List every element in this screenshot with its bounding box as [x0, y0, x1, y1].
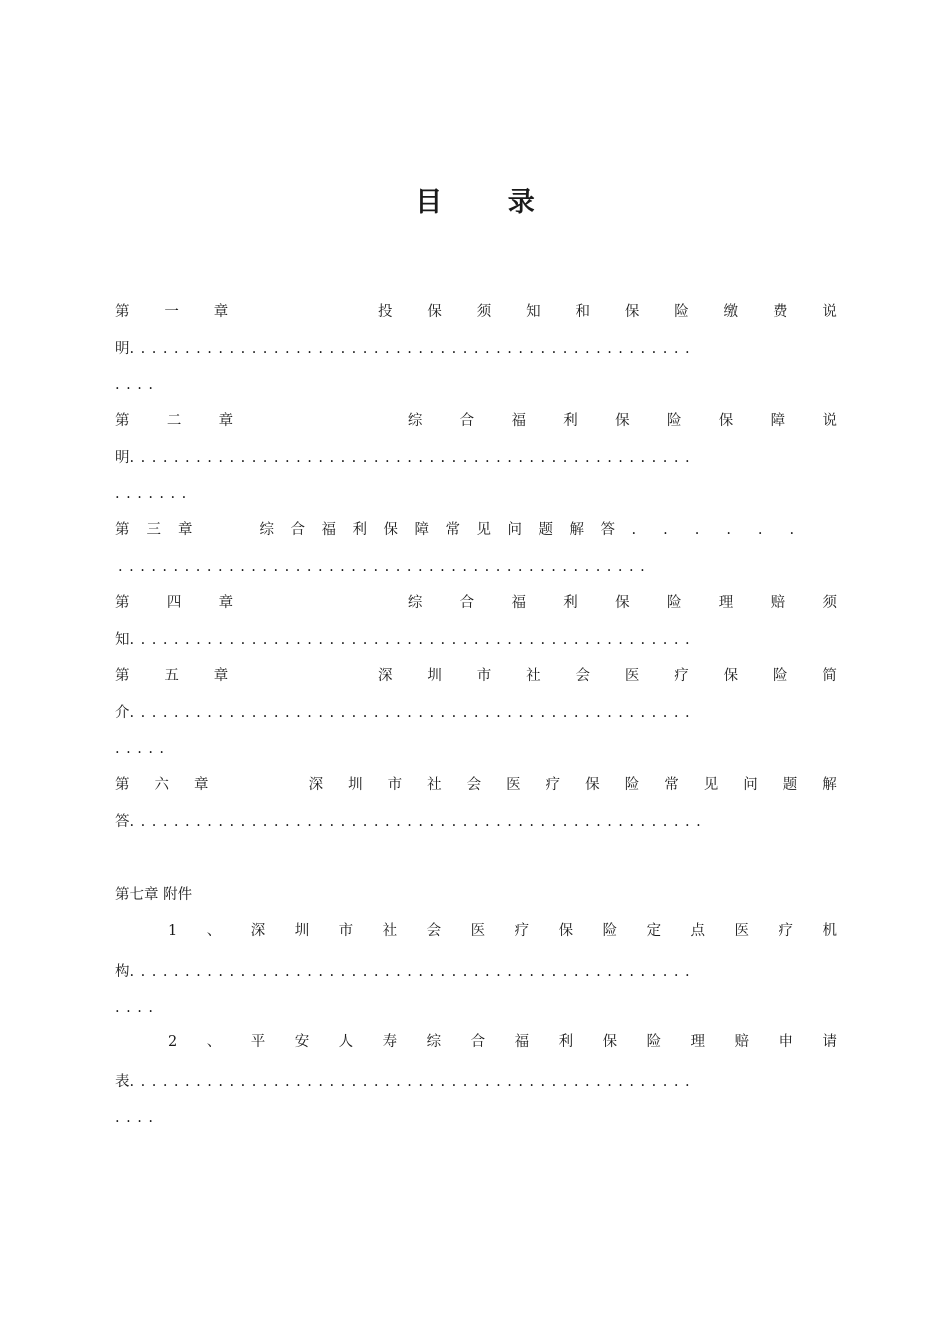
chapter-head: 第三章: [115, 522, 210, 538]
appendix-title-char: 安: [294, 1034, 310, 1050]
appendix-title-char: 险: [646, 1034, 662, 1050]
chapter-title-char: 见: [703, 777, 719, 793]
chapter-title-char: 深: [378, 668, 393, 684]
chapter-head-char: 六: [154, 777, 170, 793]
chapter-title-char: 会: [466, 777, 482, 793]
chapter-title-char: 市: [476, 668, 492, 684]
chapter-head-char: 二: [166, 413, 182, 429]
chapter-head-char: 章: [218, 595, 234, 611]
chapter-title-char: 险: [666, 595, 682, 611]
chapter-title-char: 医: [506, 777, 521, 793]
appendix-title-char: 圳: [294, 923, 310, 939]
chapter-head-char: 四: [166, 595, 182, 611]
chapter-title-char: 保: [624, 304, 640, 320]
appendix-title-char: 人: [338, 1034, 354, 1050]
chapter-title-char: 和: [575, 304, 590, 320]
appendix-title-char: 福: [514, 1034, 530, 1050]
chapter-title-char: 问: [743, 777, 758, 793]
appendix-title-char: 疗: [778, 923, 794, 939]
chapter-title-char: 保: [585, 777, 600, 793]
toc-entry-4-line1[interactable]: [115, 591, 837, 615]
toc-entry-1-line2: 明...................................................: [115, 341, 697, 357]
appendix-heading: 第七章 附件: [115, 887, 193, 903]
toc-entry-1-line3: ....: [115, 377, 160, 393]
chapter-title-char: 合: [459, 595, 475, 611]
appendix-item-2-line3: ....: [115, 1110, 160, 1126]
chapter-title-char: 利: [563, 413, 578, 429]
chapter-title-char: 常: [664, 777, 679, 793]
toc-entry-3-line1[interactable]: 第三章 综合福利保障常见问题解答......: [115, 522, 822, 538]
chapter-title-char: 知: [526, 304, 541, 320]
chapter-title-char: 保: [615, 413, 630, 429]
chapter-title-char: 障: [770, 413, 786, 429]
toc-entry-5-line2: 介...................................................: [115, 705, 697, 721]
chapter-head-char: 章: [218, 413, 234, 429]
toc-entry-5-line3: .....: [115, 741, 171, 757]
chapter-head-char: 章: [213, 668, 229, 684]
chapter-head-char: 章: [194, 777, 209, 793]
appendix-title-char: 会: [426, 923, 442, 939]
chapter-title-char: 综: [407, 595, 423, 611]
appendix-title-char: 保: [558, 923, 574, 939]
chapter-title-char: 题: [782, 777, 798, 793]
appendix-title-char: 合: [470, 1034, 486, 1050]
chapter-head-char: 第: [115, 413, 130, 429]
appendix-item-2-line1[interactable]: 2 、 平 安 人 寿 综 合 福 利 保 险 理 赔 申 请: [168, 1030, 837, 1054]
toc-entry-2-line3: .......: [115, 486, 193, 502]
chapter-title-char: 社: [427, 777, 442, 793]
chapter-title-char: 疗: [674, 668, 689, 684]
appendix-title-char: 定: [646, 923, 662, 939]
chapter-title-char: 利: [563, 595, 578, 611]
chapter-title-char: 圳: [348, 777, 363, 793]
chapter-title-char: 综: [407, 413, 423, 429]
chapter-title-char: 险: [624, 777, 640, 793]
appendix-title-char: 点: [690, 923, 706, 939]
chapter-title-char: 福: [511, 413, 526, 429]
appendix-title-char: 险: [602, 923, 618, 939]
toc-entry-6-line2: 答....................................................: [115, 814, 708, 830]
chapter-title-char: 缴: [723, 304, 739, 320]
appendix-title-char: 深: [250, 923, 266, 939]
chapter-head-char: 第: [115, 777, 130, 793]
chapter-head-char: 五: [164, 668, 179, 684]
chapter-title-char: 保: [718, 413, 734, 429]
appendix-title-char: 理: [690, 1034, 706, 1050]
toc-entry-3-line2: ................................................: [118, 559, 652, 575]
chapter-title-char: 简: [822, 668, 837, 684]
chapter-title-char: 说: [822, 413, 837, 429]
chapter-head-char: 第: [115, 668, 130, 684]
chapter-title-char: 须: [822, 595, 837, 611]
toc-entry-4-line2: 知...................................................: [115, 632, 697, 648]
chapter-title-char: 保: [615, 595, 630, 611]
appendix-item-1-line3: ....: [115, 1000, 160, 1016]
appendix-title-char: 平: [250, 1034, 266, 1050]
appendix-title-char: 利: [558, 1034, 574, 1050]
appendix-title-char: 社: [382, 923, 398, 939]
appendix-title-char: 医: [734, 923, 750, 939]
chapter-title-char: 福: [511, 595, 526, 611]
chapter-title-char: 投: [378, 304, 393, 320]
appendix-title-char: 疗: [514, 923, 530, 939]
chapter-title-char: 须: [476, 304, 492, 320]
chapter-head-char: 一: [164, 304, 179, 320]
appendix-title-char: 请: [822, 1034, 837, 1050]
toc-entry-2-line2: 明...................................................: [115, 450, 697, 466]
chapter-title-char: 合: [459, 413, 475, 429]
appendix-title-char: 赔: [734, 1034, 750, 1050]
appendix-title-char: 申: [778, 1034, 794, 1050]
appendix-title-char: 医: [470, 923, 486, 939]
chapter-title-char: 社: [526, 668, 541, 684]
chapter-title-char: 解: [822, 777, 837, 793]
chapter-title-char: 险: [773, 668, 788, 684]
chapter-title-char: 疗: [545, 777, 561, 793]
chapter-title-char: 说: [822, 304, 837, 320]
toc-entry-6-line1[interactable]: [115, 773, 837, 797]
chapter-title-char: 费: [773, 304, 788, 320]
appendix-title-char: 机: [822, 923, 837, 939]
chapter-title-char: 市: [387, 777, 403, 793]
chapter-head-char: 第: [115, 595, 130, 611]
chapter-title-char: 医: [624, 668, 640, 684]
toc-entry-1-line1[interactable]: [115, 300, 837, 324]
appendix-title-char: 寿: [382, 1034, 398, 1050]
appendix-title-char: 保: [602, 1034, 618, 1050]
chapter-title-char: 险: [674, 304, 689, 320]
chapter-title-char: 理: [718, 595, 734, 611]
chapter-title-char: 深: [308, 777, 324, 793]
toc-entry-5-line1[interactable]: [115, 664, 837, 688]
chapter-title-char: 赔: [770, 595, 786, 611]
appendix-item-1-line1[interactable]: 1 、 深 圳 市 社 会 医 疗 保 险 定 点 医 疗 机: [168, 919, 837, 943]
chapter-title-char: 保: [427, 304, 442, 320]
toc-entry-2-line1[interactable]: [115, 409, 837, 433]
appendix-item-1-line2: 构...................................................: [115, 964, 697, 980]
appendix-item-2-line2: 表...................................................: [115, 1074, 697, 1090]
appendix-title-char: 综: [426, 1034, 442, 1050]
chapter-head-char: 第: [115, 304, 130, 320]
chapter-title: 综合福利保障常见问题解答: [259, 522, 632, 538]
chapter-title-char: 险: [666, 413, 682, 429]
chapter-title-char: 圳: [427, 668, 442, 684]
chapter-title-char: 会: [575, 668, 590, 684]
page-title: 目 录: [415, 187, 563, 218]
chapter-title-char: 保: [723, 668, 739, 684]
chapter-head-char: 章: [213, 304, 229, 320]
appendix-title-char: 市: [338, 923, 354, 939]
